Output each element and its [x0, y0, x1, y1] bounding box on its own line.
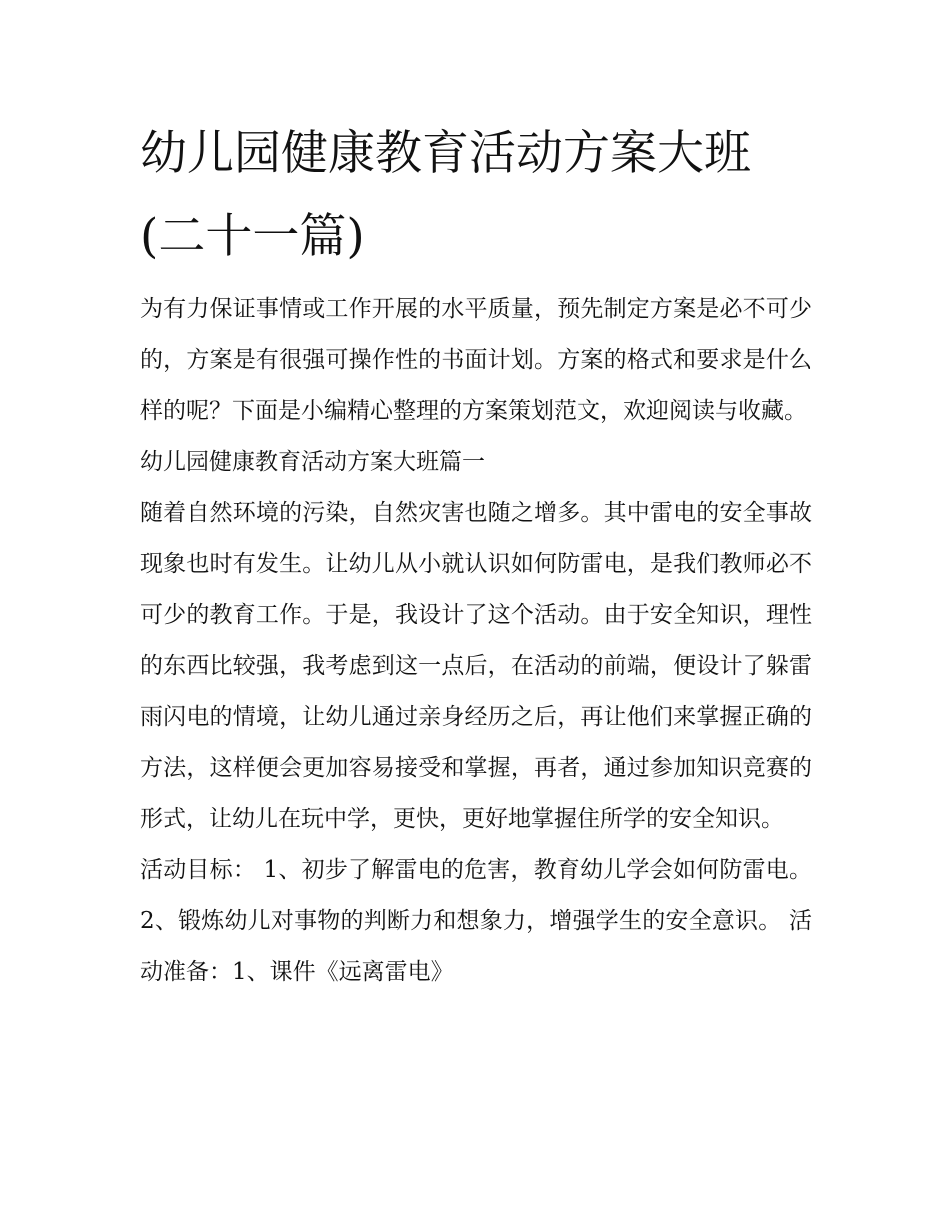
document-page	[140, 112, 812, 998]
document-title: 幼儿园健康教育活动方案大班(二十一篇)	[140, 126, 751, 264]
goals-paragraph: 活动目标： 1、初步了解雷电的危害，教育幼儿学会如何防雷电。 2、锻炼幼儿对事物的判断力和想象力，增强学生的安全意识。 活动准备：1、课件《远离雷电》	[140, 857, 812, 985]
body-paragraph: 随着自然环境的污染，自然灾害也随之增多。其中雷电的安全事故现象也时有发生。让幼儿从小就认识如何防雷电，是我们教师必不可少的教育工作。于是，我设计了这个活动。由于安全知识，理性的东西比较强，我考虑到这一点后，在活动的前端，便设计了躲雷雨闪电的情境，让幼儿通过亲身经历之后，再让他们来掌握正确的方法，这样便会更加容易接受和掌握，再者，通过参加知识竞赛的形式，让幼儿在玩中学，更快，更好地掌握住所学的安全知识。	[140, 500, 812, 832]
section-heading: 幼儿园健康教育活动方案大班篇一	[140, 449, 485, 475]
intro-paragraph: 为有力保证事情或工作开展的水平质量，预先制定方案是必不可少的，方案是有很强可操作性的书面计划。方案的格式和要求是什么样的呢？下面是小编精心整理的方案策划范文，欢迎阅读与收藏。	[140, 296, 812, 424]
